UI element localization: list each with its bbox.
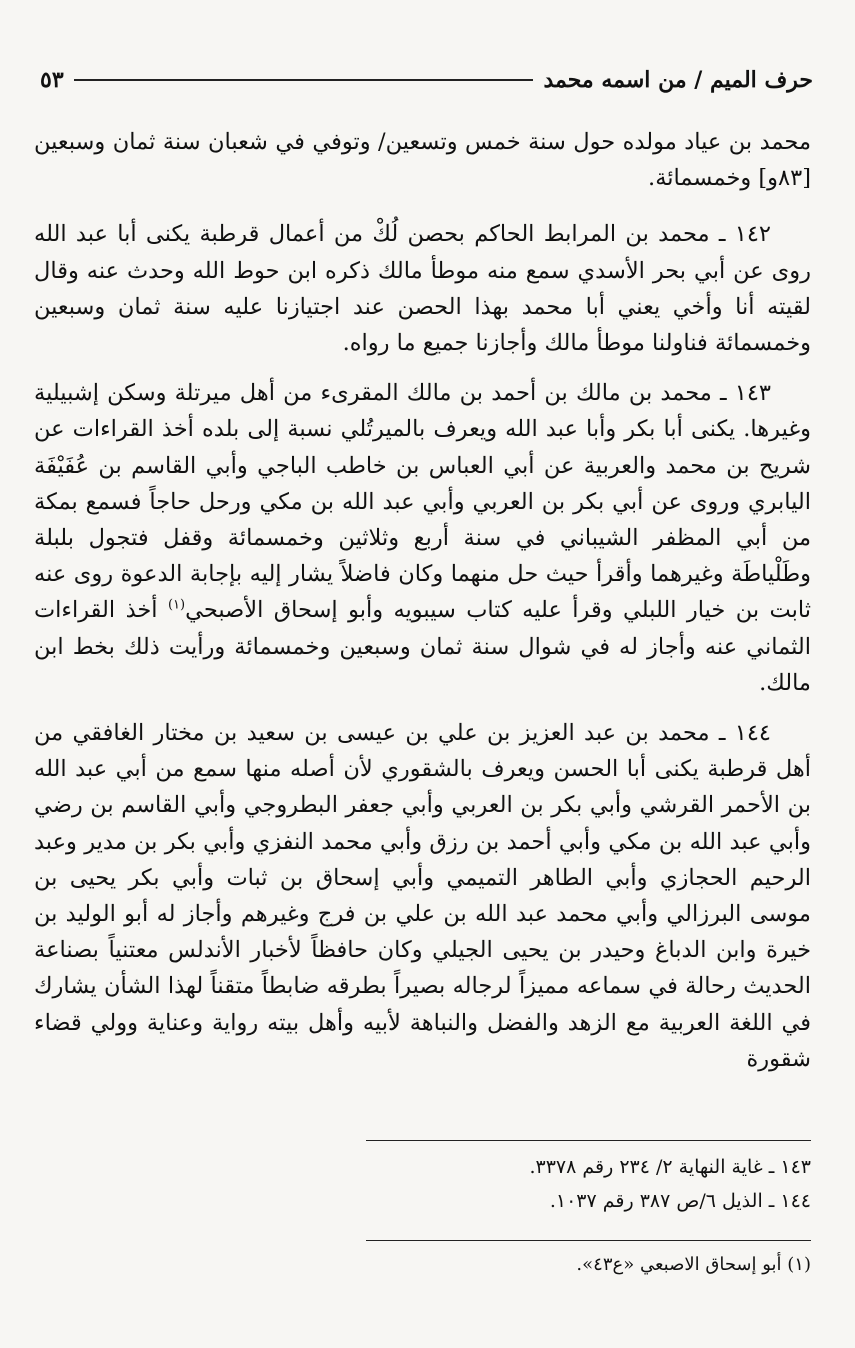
note-144: ١٤٤ ـ الذيل ٦/ص ٣٨٧ رقم ١٠٣٧.	[549, 1190, 811, 1212]
entry-143-part-a: ١٤٣ ـ محمد بن مالك بن أحمد بن مالك المقرىء من أهل ميرتلة وسكن إشبيلية وغيرها. يكنى أبا بكر وأبا عبد الله ويعرف بالميرتُلي نسبة إلى بلده أخذ القراءات عن شريح بن محمد والعربية عن أبي العباس بن خاطب الباجي وأبي القاسم بن عُفَيْفَة اليابري وروى عن أبي بكر بن العربي وأبي عبد الله بن مكي ورحل حاجاً فسمع بمكة من أبي المظفر الشيباني في سنة أربع وثلاثين وخمسمائة وقفل فتجول بلبلة وطَلْياطَة وغيرهما وأقرأ حيث حل منهما وكان فاضلاً يشار إليه بإجابة الدعوة روى عنه ثابت بن خيار اللبلي وقرأ عليه كتاب سيبويه وأبو إسحاق الأصبحي	[34, 380, 811, 624]
running-header	[40, 62, 813, 98]
note-143: ١٤٣ ـ غاية النهاية ٢/ ٢٣٤ رقم ٣٣٧٨.	[529, 1156, 811, 1178]
main-text	[34, 124, 811, 1091]
source-notes	[300, 1150, 811, 1218]
footnote-divider	[366, 1240, 811, 1241]
running-title: حرف الميم / من اسمه محمد	[543, 67, 813, 93]
entry-143	[34, 375, 811, 701]
footnotes	[300, 1250, 811, 1280]
entry-144: ١٤٤ ـ محمد بن عبد العزيز بن علي بن عيسى بن سعيد بن مختار الغافقي من أهل قرطبة يكنى أبا الحسن ويعرف بالشقوري لأن أصله منها سمع من أبي عبد الله بن الأحمر القرشي وأبي بكر بن العربي وأبي جعفر البطروجي وأبي القاسم بن رضي وأبي عبد الله بن مكي وأبي أحمد بن رزق وأبي محمد النفزي وأبي بكر بن مدير وعبد الرحيم الحجازي وأبي الطاهر التميمي وأبي إسحاق بن ثبات وأبي بكر يحيى بن موسى البرزالي وأبي محمد عبد الله بن علي بن فرج وغيرهم وأجاز له أبو الوليد بن خيرة وابن الدباغ وحيدر بن يحيى الجيلي وكان حافظاً لأخبار الأندلس معتنياً بصناعة الحديث رحالة في سماعه مميزاً لرجاله بصيراً بطرقه ضابطاً متقناً لهذا الشأن يشارك في اللغة العربية مع الزهد والفضل والنباهة لأبيه وأهل بيته رواية وعناية وولي قضاء شقورة	[34, 720, 811, 1072]
paragraph-continuation: محمد بن عياد مولده حول سنة خمس وتسعين/ وتوفي في شعبان سنة ثمان وسبعين [٨٣و] وخمسمائة.	[34, 129, 811, 192]
entry-143-part-b: أخذ القراءات الثماني عنه وأجاز له في شوال سنة ثمان وسبعين وخمسمائة ورأيت ذلك بخط ابن مالك.	[34, 597, 811, 696]
header-rule	[74, 79, 534, 81]
page-number: ٥٣	[40, 67, 64, 93]
footnote-marker[interactable]: (١)	[167, 597, 186, 613]
entry-142: ١٤٢ ـ محمد بن المرابط الحاكم بحصن لُكْ من أعمال قرطبة يكنى أبا عبد الله روى عن أبي بحر الأسدي سمع منه موطأ مالك ذكره ابن حوط الله وحدث عنه وقال لقيته أنا وأخي يعني أبا محمد بهذا الحصن عند اجتيازنا عليه سنة ثمان وسبعين وخمسمائة فناولنا موطأ مالك وأجازنا جميع ما رواه.	[34, 221, 811, 357]
notes-divider	[366, 1140, 811, 1141]
footnote-1: (١) أبو إسحاق الاصبعي «ع٤٣».	[576, 1254, 811, 1275]
